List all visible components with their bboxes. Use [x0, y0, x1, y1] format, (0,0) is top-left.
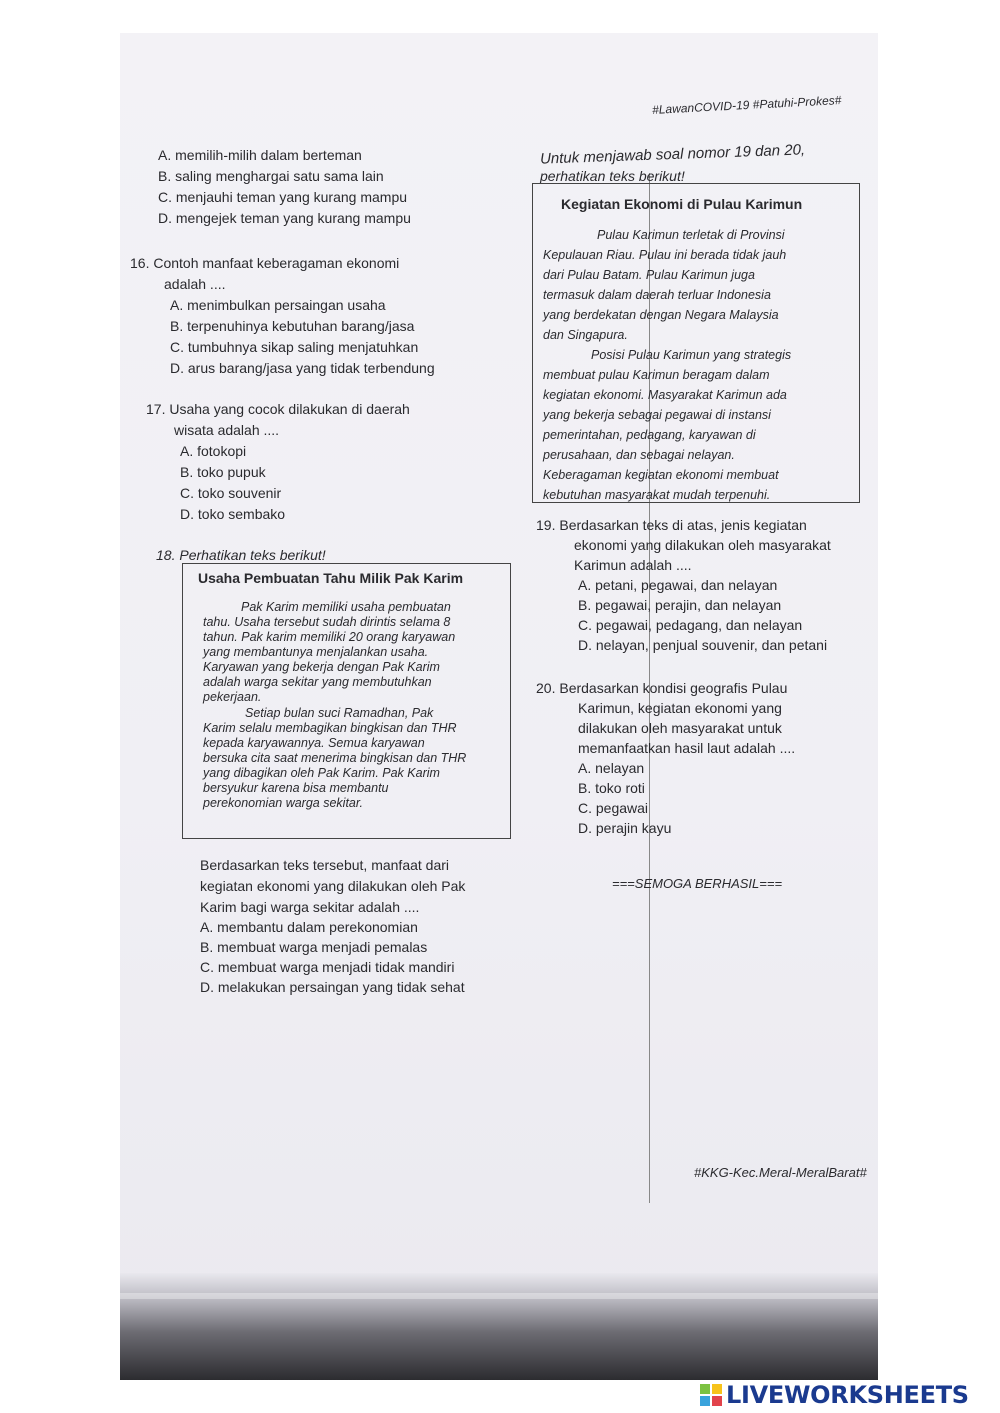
q18-option-a: A. membantu dalam perekonomian	[200, 919, 418, 935]
karimun-box-line: yang bekerja sebagai pegawai di instansi	[543, 408, 771, 422]
q18-box-line: Karyawan yang bekerja dengan Pak Karim	[203, 660, 440, 674]
karimun-box-line: pemerintahan, pedagang, karyawan di	[543, 428, 756, 442]
q20-option-d: D. perajin kayu	[578, 820, 672, 836]
q15-option-a: A. memilih-milih dalam berteman	[158, 147, 362, 163]
worksheet-photo	[120, 33, 878, 1380]
q18-box-line: kepada karyawannya. Semua karyawan	[203, 736, 425, 750]
q18-box-line: yang dibagikan oleh Pak Karim. Pak Karim	[203, 766, 440, 780]
q19-option-d: D. nelayan, penjual souvenir, dan petani	[578, 637, 828, 653]
karimun-box-line: dan Singapura.	[543, 328, 628, 342]
q17-stem: 17. Usaha yang cocok dilakukan di daerah	[146, 401, 410, 417]
q15-option-b: B. saling menghargai satu sama lain	[158, 168, 384, 184]
karimun-box-line: Pulau Karimun terletak di Provinsi	[597, 228, 785, 242]
q19-stem: 19. Berdasarkan teks di atas, jenis kegiatan	[536, 517, 807, 533]
q19-option-c: C. pegawai, pedagang, dan nelayan	[578, 617, 803, 633]
q18-box-line: Karim selalu membagikan bingkisan dan THR	[203, 721, 457, 735]
karimun-box-line: kegiatan ekonomi. Masyarakat Karimun ada	[543, 388, 787, 402]
q16-option-a: A. menimbulkan persaingan usaha	[170, 297, 386, 313]
q18-box-line: yang membantunya menjalankan usaha.	[203, 645, 429, 659]
q20-option-a: A. nelayan	[578, 760, 645, 776]
karimun-box-line: termasuk dalam daerah terluar Indonesia	[543, 288, 771, 302]
q20-option-c: C. pegawai	[578, 800, 649, 816]
q18-box-line: Pak Karim memiliki usaha pembuatan	[241, 600, 451, 614]
q20-stem: dilakukan oleh masyarakat untuk	[578, 720, 782, 736]
q18-stem: kegiatan ekonomi yang dilakukan oleh Pak	[200, 878, 466, 894]
q18-box-line: tahun. Pak karim memiliki 20 orang karyawan	[203, 630, 456, 644]
q18-box-line: perekonomian warga sekitar.	[203, 796, 364, 810]
right-intro: Untuk menjawab soal nomor 19 dan 20,	[539, 141, 806, 168]
q16-option-d: D. arus barang/jasa yang tidak terbendung	[170, 360, 435, 376]
q20-stem: 20. Berdasarkan kondisi geografis Pulau	[536, 680, 788, 696]
karimun-box-line: dari Pulau Batam. Pulau Karimun juga	[543, 268, 755, 282]
q18-stem: Berdasarkan teks tersebut, manfaat dari	[200, 857, 450, 873]
header-tag: #LawanCOVID-19 #Patuhi-Prokes#	[651, 93, 842, 117]
q16-stem-cont: adalah ....	[164, 276, 226, 292]
q17-option-c: C. toko souvenir	[180, 485, 282, 501]
q19-stem: ekonomi yang dilakukan oleh masyarakat	[574, 537, 831, 553]
q18-box-line: tahu. Usaha tersebut sudah dirintis selama 8	[203, 615, 451, 629]
karimun-box-title: Kegiatan Ekonomi di Pulau Karimun	[561, 196, 803, 212]
liveworksheets-logo	[700, 1380, 969, 1410]
q20-stem: Karimun, kegiatan ekonomi yang	[578, 700, 782, 716]
karimun-box-line: kebutuhan masyarakat mudah terpenuhi.	[543, 488, 771, 502]
logo-text: LIVEWORKSHEETS	[726, 1381, 969, 1409]
q18-text-box	[182, 563, 511, 839]
q15-option-d: D. mengejek teman yang kurang mampu	[158, 210, 411, 226]
karimun-box-line: yang berdekatan dengan Negara Malaysia	[543, 308, 779, 322]
q16-stem: 16. Contoh manfaat keberagaman ekonomi	[130, 255, 400, 271]
q18-box-line: pekerjaan.	[203, 690, 262, 704]
q19-option-a: A. petani, pegawai, dan nelayan	[578, 577, 778, 593]
karimun-box-line: perusahaan, dan sebagai nelayan.	[543, 448, 735, 462]
logo-grid-icon	[700, 1384, 722, 1406]
q18-box-title: Usaha Pembuatan Tahu Milik Pak Karim	[198, 570, 464, 586]
q18-box-line: bersyukur karena bisa membantu	[203, 781, 389, 795]
q15-option-c: C. menjauhi teman yang kurang mampu	[158, 189, 408, 205]
karimun-box-line: Keberagaman kegiatan ekonomi membuat	[543, 468, 779, 482]
q17-option-b: B. toko pupuk	[180, 464, 266, 480]
plastic-sleeve	[120, 1273, 878, 1380]
q17-option-d: D. toko sembako	[180, 506, 286, 522]
q18-stem: Karim bagi warga sekitar adalah ....	[200, 899, 420, 915]
paper-sheet	[120, 33, 878, 1303]
q16-option-c: C. tumbuhnya sikap saling menjatuhkan	[170, 339, 419, 355]
q18-box-line: bersuka cita saat menerima bingkisan dan THR	[203, 751, 467, 765]
q19-stem: Karimun adalah ....	[574, 557, 692, 573]
q16-option-b: B. terpenuhinya kebutuhan barang/jasa	[170, 318, 415, 334]
q18-box-line: Setiap bulan suci Ramadhan, Pak	[245, 706, 434, 720]
q17-stem-cont: wisata adalah ....	[174, 422, 280, 438]
q18-option-d: D. melakukan persaingan yang tidak sehat	[200, 979, 465, 995]
q19-option-b: B. pegawai, perajin, dan nelayan	[578, 597, 782, 613]
q20-stem: memanfaatkan hasil laut adalah ....	[578, 740, 796, 756]
footer-tag: #KKG-Kec.Meral-MeralBarat#	[694, 1165, 867, 1180]
q18-box-line: adalah warga sekitar yang membutuhkan	[203, 675, 432, 689]
karimun-text-box	[532, 183, 860, 503]
q18-option-c: C. membuat warga menjadi tidak mandiri	[200, 959, 455, 975]
closing-text: ===SEMOGA BERHASIL===	[612, 876, 783, 891]
q20-option-b: B. toko roti	[578, 780, 645, 796]
karimun-box-line: Kepulauan Riau. Pulau ini berada tidak jauh	[543, 248, 787, 262]
q17-option-a: A. fotokopi	[180, 443, 247, 459]
karimun-box-line: Posisi Pulau Karimun yang strategis	[591, 348, 792, 362]
q18-intro: 18. Perhatikan teks berikut!	[156, 547, 326, 563]
right-intro-cont: perhatikan teks berikut!	[540, 168, 685, 184]
karimun-box-line: membuat pulau Karimun beragam dalam	[543, 368, 770, 382]
q18-option-b: B. membuat warga menjadi pemalas	[200, 939, 428, 955]
